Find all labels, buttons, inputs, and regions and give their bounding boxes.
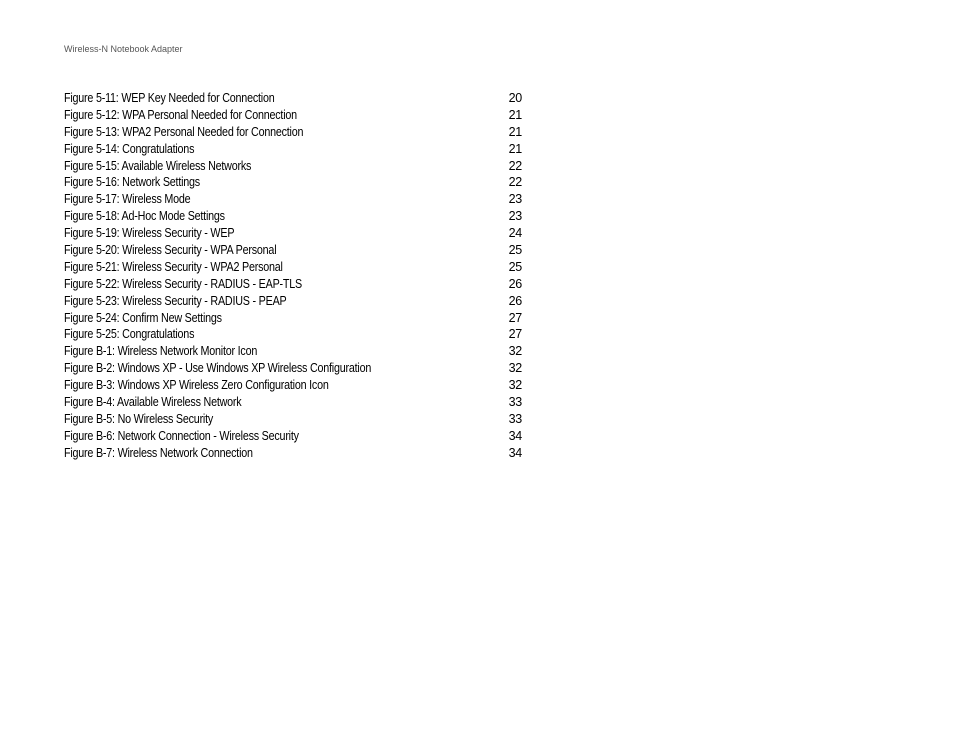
figure-entry xyxy=(64,360,522,377)
figure-entry-title: Figure B-1: Wireless Network Monitor Icon xyxy=(64,344,258,359)
figure-entry-page: 24 xyxy=(508,226,522,241)
figure-entry-page: 33 xyxy=(508,395,522,410)
figure-list xyxy=(64,90,522,462)
figure-entry xyxy=(64,225,522,242)
figure-entry-page: 25 xyxy=(508,259,522,274)
figure-entry-page: 23 xyxy=(508,209,522,224)
figure-entry xyxy=(64,326,522,343)
figure-entry-title: Figure 5-19: Wireless Security - WEP xyxy=(64,226,235,241)
figure-entry xyxy=(64,90,522,107)
figure-entry xyxy=(64,293,522,310)
figure-entry-page: 33 xyxy=(508,411,522,426)
figure-entry-title: Figure B-2: Windows XP - Use Windows XP Wireless Configuration xyxy=(64,361,372,376)
figure-entry xyxy=(64,411,522,428)
figure-entry xyxy=(64,276,522,293)
figure-entry xyxy=(64,428,522,445)
figure-entry xyxy=(64,242,522,259)
figure-entry-page: 21 xyxy=(508,124,522,139)
figure-entry xyxy=(64,445,522,462)
figure-entry-title: Figure B-7: Wireless Network Connection xyxy=(64,445,253,460)
figure-entry-page: 21 xyxy=(508,107,522,122)
figure-entry-page: 34 xyxy=(508,428,522,443)
figure-entry xyxy=(64,141,522,158)
figure-entry-title: Figure 5-14: Congratulations xyxy=(64,141,195,156)
figure-entry-title: Figure 5-18: Ad-Hoc Mode Settings xyxy=(64,209,225,224)
figure-entry xyxy=(64,174,522,191)
figure-entry-page: 21 xyxy=(508,141,522,156)
figure-entry-page: 34 xyxy=(508,445,522,460)
figure-entry xyxy=(64,259,522,276)
figure-entry-page: 22 xyxy=(508,175,522,190)
figure-entry-title: Figure 5-16: Network Settings xyxy=(64,175,200,190)
figure-entry-title: Figure 5-20: Wireless Security - WPA Personal xyxy=(64,243,277,258)
figure-entry-title: Figure B-5: No Wireless Security xyxy=(64,411,214,426)
figure-entry-title: Figure 5-24: Confirm New Settings xyxy=(64,310,222,325)
figure-entry xyxy=(64,107,522,124)
figure-entry xyxy=(64,343,522,360)
figure-entry-page: 23 xyxy=(508,192,522,207)
figure-entry-title: Figure B-3: Windows XP Wireless Zero Configuration Icon xyxy=(64,378,329,393)
figure-entry-page: 25 xyxy=(508,243,522,258)
figure-entry-title: Figure B-6: Network Connection - Wireless Security xyxy=(64,428,299,443)
figure-entry-title: Figure 5-21: Wireless Security - WPA2 Personal xyxy=(64,259,283,274)
figure-entry-title: Figure 5-17: Wireless Mode xyxy=(64,192,191,207)
figure-entry-page: 32 xyxy=(508,361,522,376)
figure-entry-title: Figure 5-12: WPA Personal Needed for Connection xyxy=(64,107,297,122)
figure-entry-title: Figure 5-23: Wireless Security - RADIUS - PEAP xyxy=(64,293,287,308)
figure-entry-title: Figure 5-22: Wireless Security - RADIUS - EAP-TLS xyxy=(64,276,302,291)
figure-entry-page: 22 xyxy=(508,158,522,173)
figure-entry-title: Figure 5-13: WPA2 Personal Needed for Connection xyxy=(64,124,304,139)
figure-entry-title: Figure 5-25: Congratulations xyxy=(64,327,195,342)
figure-entry-page: 27 xyxy=(508,327,522,342)
figure-entry-page: 26 xyxy=(508,276,522,291)
figure-entry xyxy=(64,158,522,175)
figure-entry xyxy=(64,377,522,394)
figure-entry-title: Figure 5-11: WEP Key Needed for Connection xyxy=(64,91,275,105)
figure-entry xyxy=(64,394,522,411)
figure-entry xyxy=(64,191,522,208)
figure-entry-title: Figure B-4: Available Wireless Network xyxy=(64,395,242,410)
figure-entry-page: 27 xyxy=(508,310,522,325)
figure-entry-page: 32 xyxy=(508,378,522,393)
figure-entry-page: 26 xyxy=(508,293,522,308)
figure-entry-title: Figure 5-15: Available Wireless Networks xyxy=(64,158,252,173)
figure-entry xyxy=(64,310,522,327)
running-header: Wireless-N Notebook Adapter xyxy=(64,44,183,54)
figure-entry-page: 20 xyxy=(508,91,522,105)
figure-entry xyxy=(64,124,522,141)
figure-entry-page: 32 xyxy=(508,344,522,359)
figure-entry xyxy=(64,208,522,225)
